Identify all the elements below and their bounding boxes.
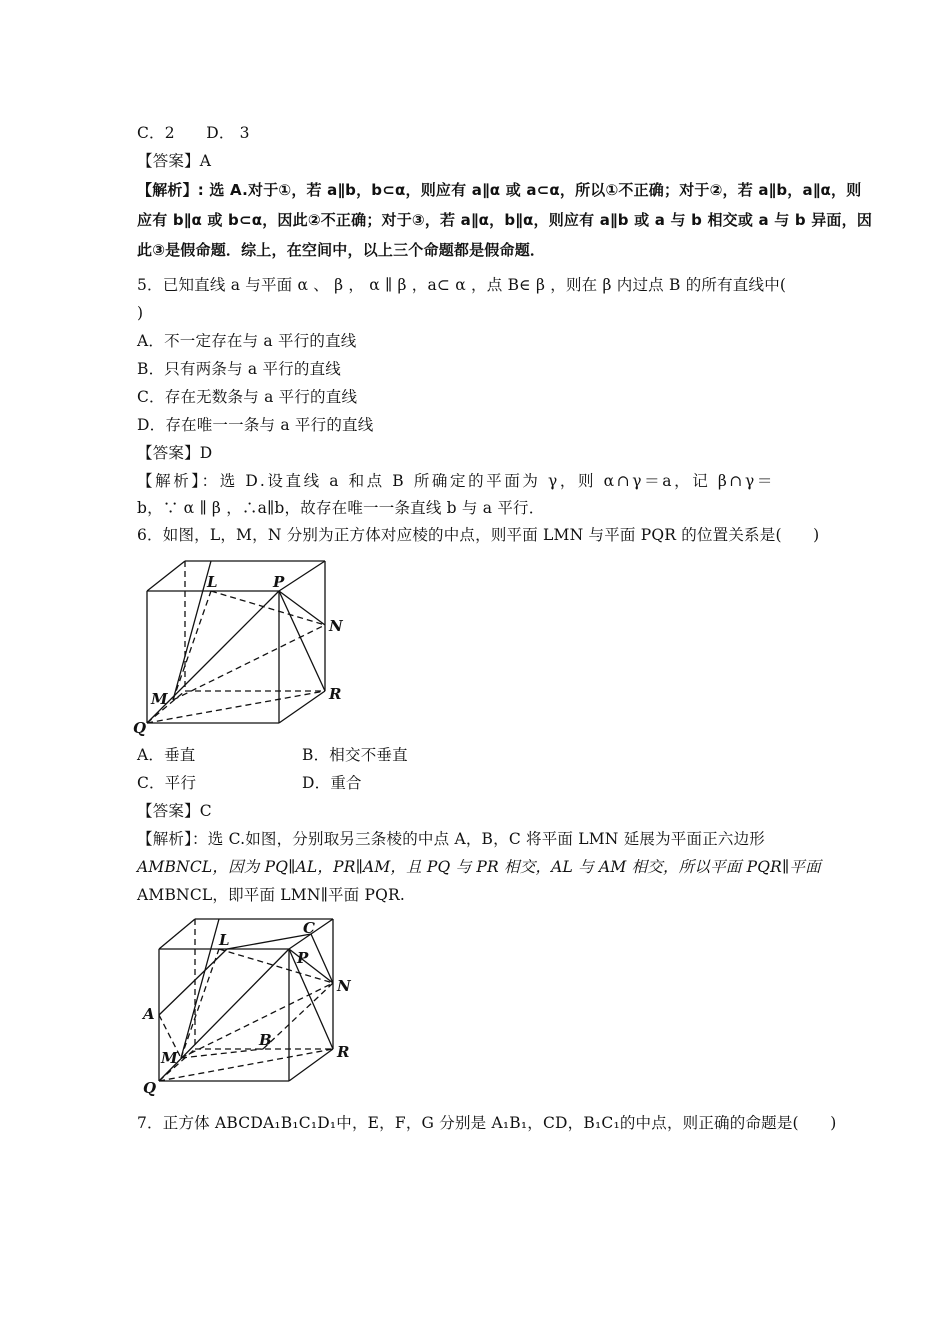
question-5-stem: 5．已知直线 a 与平面 α 、 β ， α ∥ β ，a⊂ α ，点 B∈ β ，则在 β 内过点 B 的所有直线中( xyxy=(137,276,787,294)
label-r: R xyxy=(337,1043,350,1061)
question-6-stem: 6．如图，L，M，N 分别为正方体对应棱的中点，则平面 LMN 与平面 PQR 的位置关系是( ) xyxy=(137,526,820,544)
q6-option-d: D．重合 xyxy=(302,774,362,792)
label-m: M xyxy=(161,1049,178,1067)
label-p: P xyxy=(297,949,309,967)
q6-answer: 【答案】C xyxy=(137,802,212,820)
label-b: B xyxy=(259,1031,272,1049)
label-q: Q xyxy=(133,719,147,737)
q5-option-b: B．只有两条与 a 平行的直线 xyxy=(137,360,341,378)
question-5-paren: ) xyxy=(137,304,144,322)
analysis-line-3: 此③是假命题．综上，在空间中，以上三个命题都是假命题． xyxy=(137,241,546,259)
option-c-d-line: C．2 D． 3 xyxy=(137,124,250,142)
question-7-stem: 7．正方体 ABCDA₁B₁C₁D₁中，E，F，G 分别是 A₁B₁，CD，B₁C₁的中点，则正确的命题是( ) xyxy=(137,1114,837,1132)
label-q: Q xyxy=(143,1079,157,1097)
q5-option-c: C．存在无数条与 a 平行的直线 xyxy=(137,388,358,406)
cube-figure-2 xyxy=(137,915,367,1097)
q5-answer: 【答案】D xyxy=(137,444,213,462)
q6-analysis-line-3: AMBNCL，即平面 LMN∥平面 PQR. xyxy=(137,886,406,904)
answer-line: 【答案】A xyxy=(137,152,212,170)
label-n: N xyxy=(337,977,351,995)
q6-option-a: A．垂直 xyxy=(137,746,196,764)
q5-analysis-line-1: 【解析】：选 D.设直线 a 和点 B 所确定的平面为 γ，则 α∩γ＝a，记 β∩γ＝ xyxy=(137,472,775,490)
label-l: L xyxy=(207,573,218,591)
q6-analysis-line-2: AMBNCL，因为 PQ∥AL，PR∥AM，且 PQ 与 PR 相交，AL 与 AM 相交，所以平面 PQR∥平面 xyxy=(137,858,821,876)
label-r: R xyxy=(329,685,342,703)
analysis-line-2: 应有 b∥α 或 b⊂α，因此②不正确；对于③，若 a∥α，b∥α，则应有 a∥b 或 a 与 b 相交或 a 与 b 异面，因 xyxy=(137,211,873,229)
analysis-line-1: 【解析】: 选 A.对于①，若 a∥b，b⊂α，则应有 a∥α 或 a⊂α，所以①不正确；对于②，若 a∥b，a∥α，则 xyxy=(137,181,862,199)
label-a: A xyxy=(143,1005,155,1023)
cube-figure-1 xyxy=(133,557,353,737)
q5-option-d: D．存在唯一一条与 a 平行的直线 xyxy=(137,416,374,434)
label-l: L xyxy=(219,931,230,949)
label-p: P xyxy=(273,573,285,591)
q6-option-c: C．平行 xyxy=(137,774,197,792)
q6-option-b: B．相交不垂直 xyxy=(302,746,408,764)
label-m: M xyxy=(151,690,168,708)
q6-analysis-line-1: 【解析】：选 C.如图，分别取另三条棱的中点 A，B，C 将平面 LMN 延展为平面正六边形 xyxy=(137,830,765,848)
label-c: C xyxy=(303,919,315,937)
q5-option-a: A．不一定存在与 a 平行的直线 xyxy=(137,332,357,350)
q5-analysis-line-2: b，∵ α ∥ β ，∴a∥b，故存在唯一一条直线 b 与 a 平行． xyxy=(137,499,545,517)
label-n: N xyxy=(329,617,343,635)
